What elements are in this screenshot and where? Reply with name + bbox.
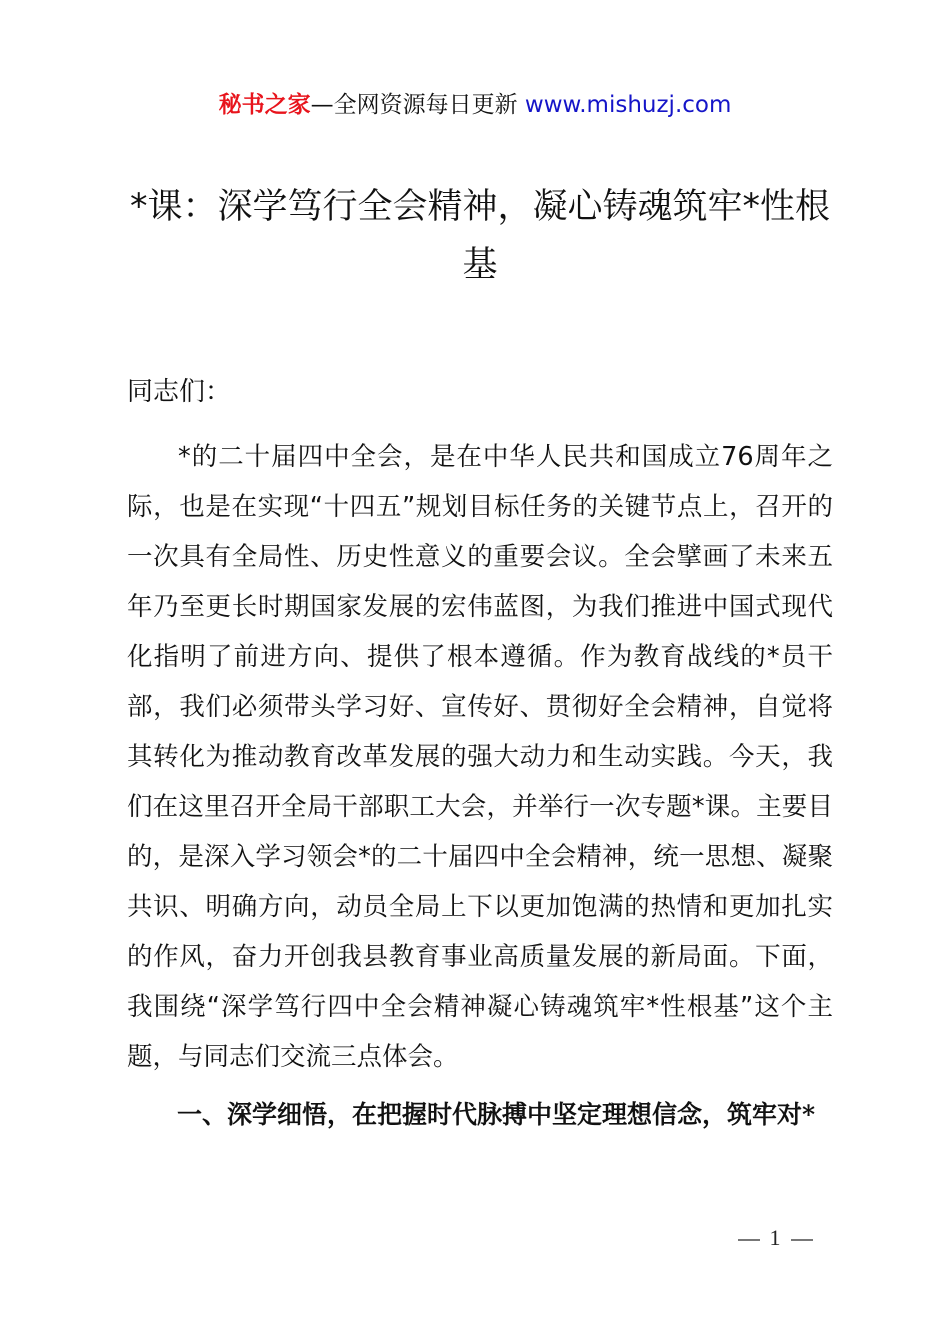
salutation: 同志们： bbox=[127, 377, 232, 407]
page-number: 1 bbox=[769, 1225, 781, 1250]
site-banner bbox=[0, 88, 950, 122]
document-title: *课：深学笃行全会精神，凝心铸魂筑牢*性根基 bbox=[129, 187, 830, 285]
section-heading: 一、深学细悟，在把握时代脉搏中坚定理想信念，筑牢对* bbox=[177, 1100, 816, 1129]
page-footer bbox=[720, 1222, 830, 1254]
banner-slogan: —全网资源每日更新 bbox=[310, 92, 525, 118]
brand-name: 秘书之家 bbox=[218, 92, 311, 118]
site-url-link[interactable]: www.mishuzj.com bbox=[524, 92, 732, 118]
body-text bbox=[127, 432, 833, 1082]
body-paragraph: *的二十届四中全会，是在中华人民共和国成立76周年之际，也是在实现“十四五”规划目标任务的关键节点上，召开的一次具有全局性、历史性意义的重要会议。全会擘画了未来五年乃至更长时期国家发展的宏伟蓝图，为我们推进中国式现代化指明了前进方向、提供了根本遵循。作为教育战线的*员干部，我们必须带头学习好、宣传好、贯彻好全会精神，自觉将其转化为推动教育改革发展的强大动力和生动实践。今天，我们在这里召开全局干部职工大会，并举行一次专题*课。主要目的，是深入学习领会*的二十届四中全会精神，统一思想、凝聚共识、明确方向，动员全局上下以更加饱满的热情和更加扎实的作风，奋力开创我县教育事业高质量发展的新局面。下面，我围绕“深学笃行四中全会精神凝心铸魂筑牢*性根基”这个主题，与同志们交流三点体会。 bbox=[127, 442, 833, 1072]
dash-right bbox=[791, 1239, 813, 1241]
dash-left bbox=[738, 1239, 760, 1241]
